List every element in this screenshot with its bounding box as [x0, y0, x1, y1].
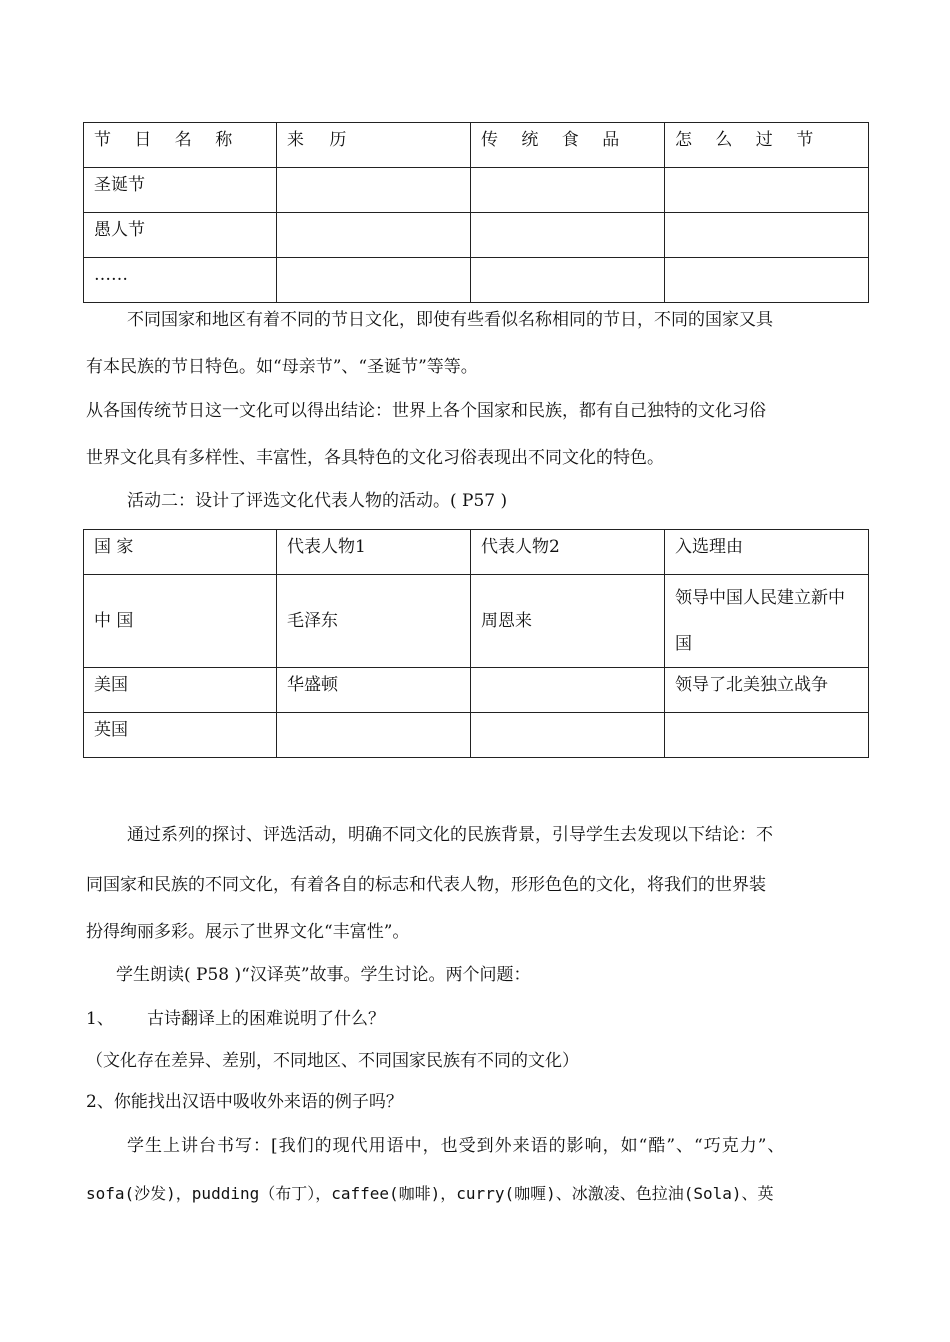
table-cell: [277, 168, 471, 213]
paragraph-line: 世界文化具有多样性、丰富性，各具特色的文化习俗表现出不同文化的特色。: [86, 448, 664, 468]
table-cell: [471, 668, 665, 713]
paragraph-line: 学生上讲台书写：[我们的现代用语中，也受到外来语的影响，如“酷”、“巧克力”、: [127, 1136, 786, 1156]
table-header-row: [84, 530, 869, 575]
table-cell: 美国: [84, 668, 277, 713]
representative-figures-table: [83, 529, 869, 758]
table-cell: [665, 713, 869, 758]
table-cell: [471, 213, 665, 258]
table-cell: 领导中国人民建立新中国: [665, 575, 869, 668]
question-text: 古诗翻译上的困难说明了什么？: [147, 1009, 385, 1029]
table-header-cell: 代表人物2: [471, 530, 665, 575]
table-cell: [471, 258, 665, 303]
table-header-cell: 怎 么 过 节: [665, 123, 869, 168]
table-cell: [471, 168, 665, 213]
table-row: [84, 668, 869, 713]
question-text: 2、你能找出汉语中吸收外来语的例子吗？: [86, 1092, 403, 1112]
table-cell: 领导了北美独立战争: [665, 668, 869, 713]
table-header-cell: 传 统 食 品: [471, 123, 665, 168]
activity-heading: 活动二：设计了评选文化代表人物的活动。( P57 ): [127, 491, 508, 511]
table-header-cell: 来 历: [277, 123, 471, 168]
table-cell: 愚人节: [84, 213, 277, 258]
paragraph-line: 有本民族的节日特色。如“母亲节”、“圣诞节”等等。: [86, 357, 478, 377]
table-row: [84, 575, 869, 668]
table-cell: 华盛顿: [277, 668, 471, 713]
table-cell: 圣诞节: [84, 168, 277, 213]
paragraph-line: 不同国家和地区有着不同的节日文化，即使有些看似名称相同的节日，不同的国家又具: [127, 310, 773, 330]
table-row: [84, 213, 869, 258]
table-cell: 中 国: [84, 575, 277, 668]
table-cell: [665, 213, 869, 258]
answer-text: （文化存在差异、差别，不同地区、不同国家民族有不同的文化）: [86, 1051, 579, 1071]
table-header-cell: 入选理由: [665, 530, 869, 575]
table-cell: [665, 258, 869, 303]
table-header-cell: 代表人物1: [277, 530, 471, 575]
table-row: [84, 713, 869, 758]
paragraph-line: 从各国传统节日这一文化可以得出结论：世界上各个国家和民族，都有自己独特的文化习俗: [86, 401, 766, 421]
paragraph-line: 扮得绚丽多彩。展示了世界文化“丰富性”。: [86, 922, 410, 942]
table-header-cell: 国 家: [84, 530, 277, 575]
paragraph-line: 学生朗读( P58 )“汉译英”故事。学生讨论。两个问题：: [116, 965, 531, 985]
table-cell: [665, 168, 869, 213]
table-cell: 周恩来: [471, 575, 665, 668]
table-cell: 英国: [84, 713, 277, 758]
table-cell: [471, 713, 665, 758]
table-cell: [277, 258, 471, 303]
table-row: [84, 168, 869, 213]
table-header-row: [84, 123, 869, 168]
festival-table: [83, 122, 869, 303]
paragraph-line: sofa(沙发)，pudding（布丁），caffee(咖啡)，curry(咖喱)、冰激凌、色拉油(Sola)、英: [86, 1184, 774, 1203]
table-header-cell: 节 日 名 称: [84, 123, 277, 168]
table-row: [84, 258, 869, 303]
table-cell: [277, 713, 471, 758]
table-cell: [277, 213, 471, 258]
table-cell: ……: [84, 258, 277, 303]
table-cell: 毛泽东: [277, 575, 471, 668]
paragraph-line: 同国家和民族的不同文化，有着各自的标志和代表人物，形形色色的文化，将我们的世界装: [86, 875, 766, 895]
paragraph-line: 通过系列的探讨、评选活动，明确不同文化的民族背景，引导学生去发现以下结论：不: [127, 825, 773, 845]
question-number: 1、: [86, 1009, 114, 1029]
